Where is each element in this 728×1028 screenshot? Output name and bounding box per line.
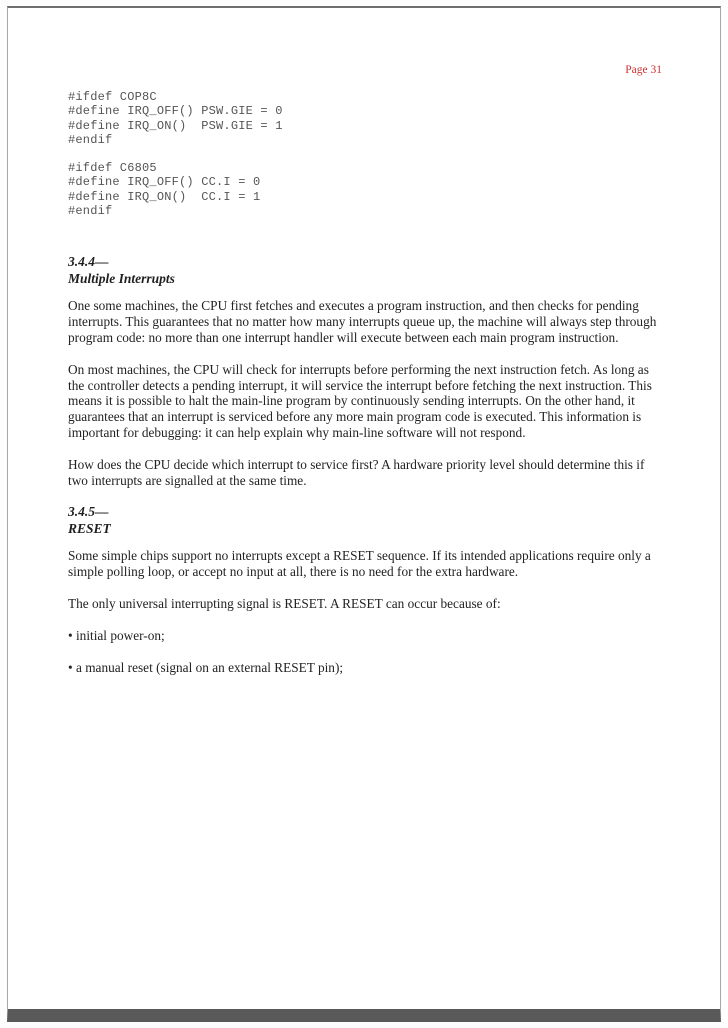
section-title: RESET — [68, 520, 111, 536]
code-line: #define IRQ_OFF() PSW.GIE = 0 — [68, 104, 283, 119]
page-number: Page 31 — [625, 64, 662, 76]
code-block-cop8c — [68, 90, 662, 147]
paragraph: On most machines, the CPU will check for interrupts before performing the next instruction fetch. As long as the controller detects a pending interrupt, it will service the interrupt before fetching the next instruction. This means it is possible to halt the main-line program by continuously sending interrupts. On the other hand, it guarantees that an interrupt is serviced before any more main program code is executed. This information is important for debugging: it can help explain why main-line software will not respond. — [68, 361, 652, 440]
code-line: #define IRQ_ON() PSW.GIE = 1 — [68, 118, 283, 133]
code-line: #ifdef C6805 — [68, 161, 157, 176]
bullet-item: • a manual reset (signal on an external RESET pin); — [68, 659, 344, 675]
section-heading-344 — [68, 254, 662, 287]
section-number: 3.4.5— — [68, 504, 109, 520]
paragraph: One some machines, the CPU first fetches and executes a program instruction, and then checks for pending interrupts. This guarantees that no matter how many interrupts queue up, the machine will always step through program code: no more than one interrupt handler will execute between each main program instruction. — [68, 298, 657, 345]
code-line: #define IRQ_ON() CC.I = 1 — [68, 189, 261, 204]
code-line: #endif — [68, 132, 113, 147]
section-number: 3.4.4— — [68, 254, 109, 270]
section-title: Multiple Interrupts — [68, 270, 175, 286]
section-heading-345 — [68, 504, 662, 537]
paragraph: Some simple chips support no interrupts except a RESET sequence. If its intended applications require only a simple polling loop, or accept no input at all, there is no need for the extra hardware. — [68, 548, 651, 580]
code-line: #endif — [68, 204, 113, 219]
code-line: #ifdef COP8C — [68, 90, 157, 104]
paragraph: How does the CPU decide which interrupt to service first? A hardware priority level should determine this if two interrupts are signalled at the same time. — [68, 456, 645, 488]
code-block-c6805 — [68, 161, 662, 218]
code-line: #define IRQ_OFF() CC.I = 0 — [68, 175, 261, 190]
bullet-item: • initial power-on; — [68, 627, 165, 643]
paragraph: The only universal interrupting signal is RESET. A RESET can occur because of: — [68, 595, 501, 611]
